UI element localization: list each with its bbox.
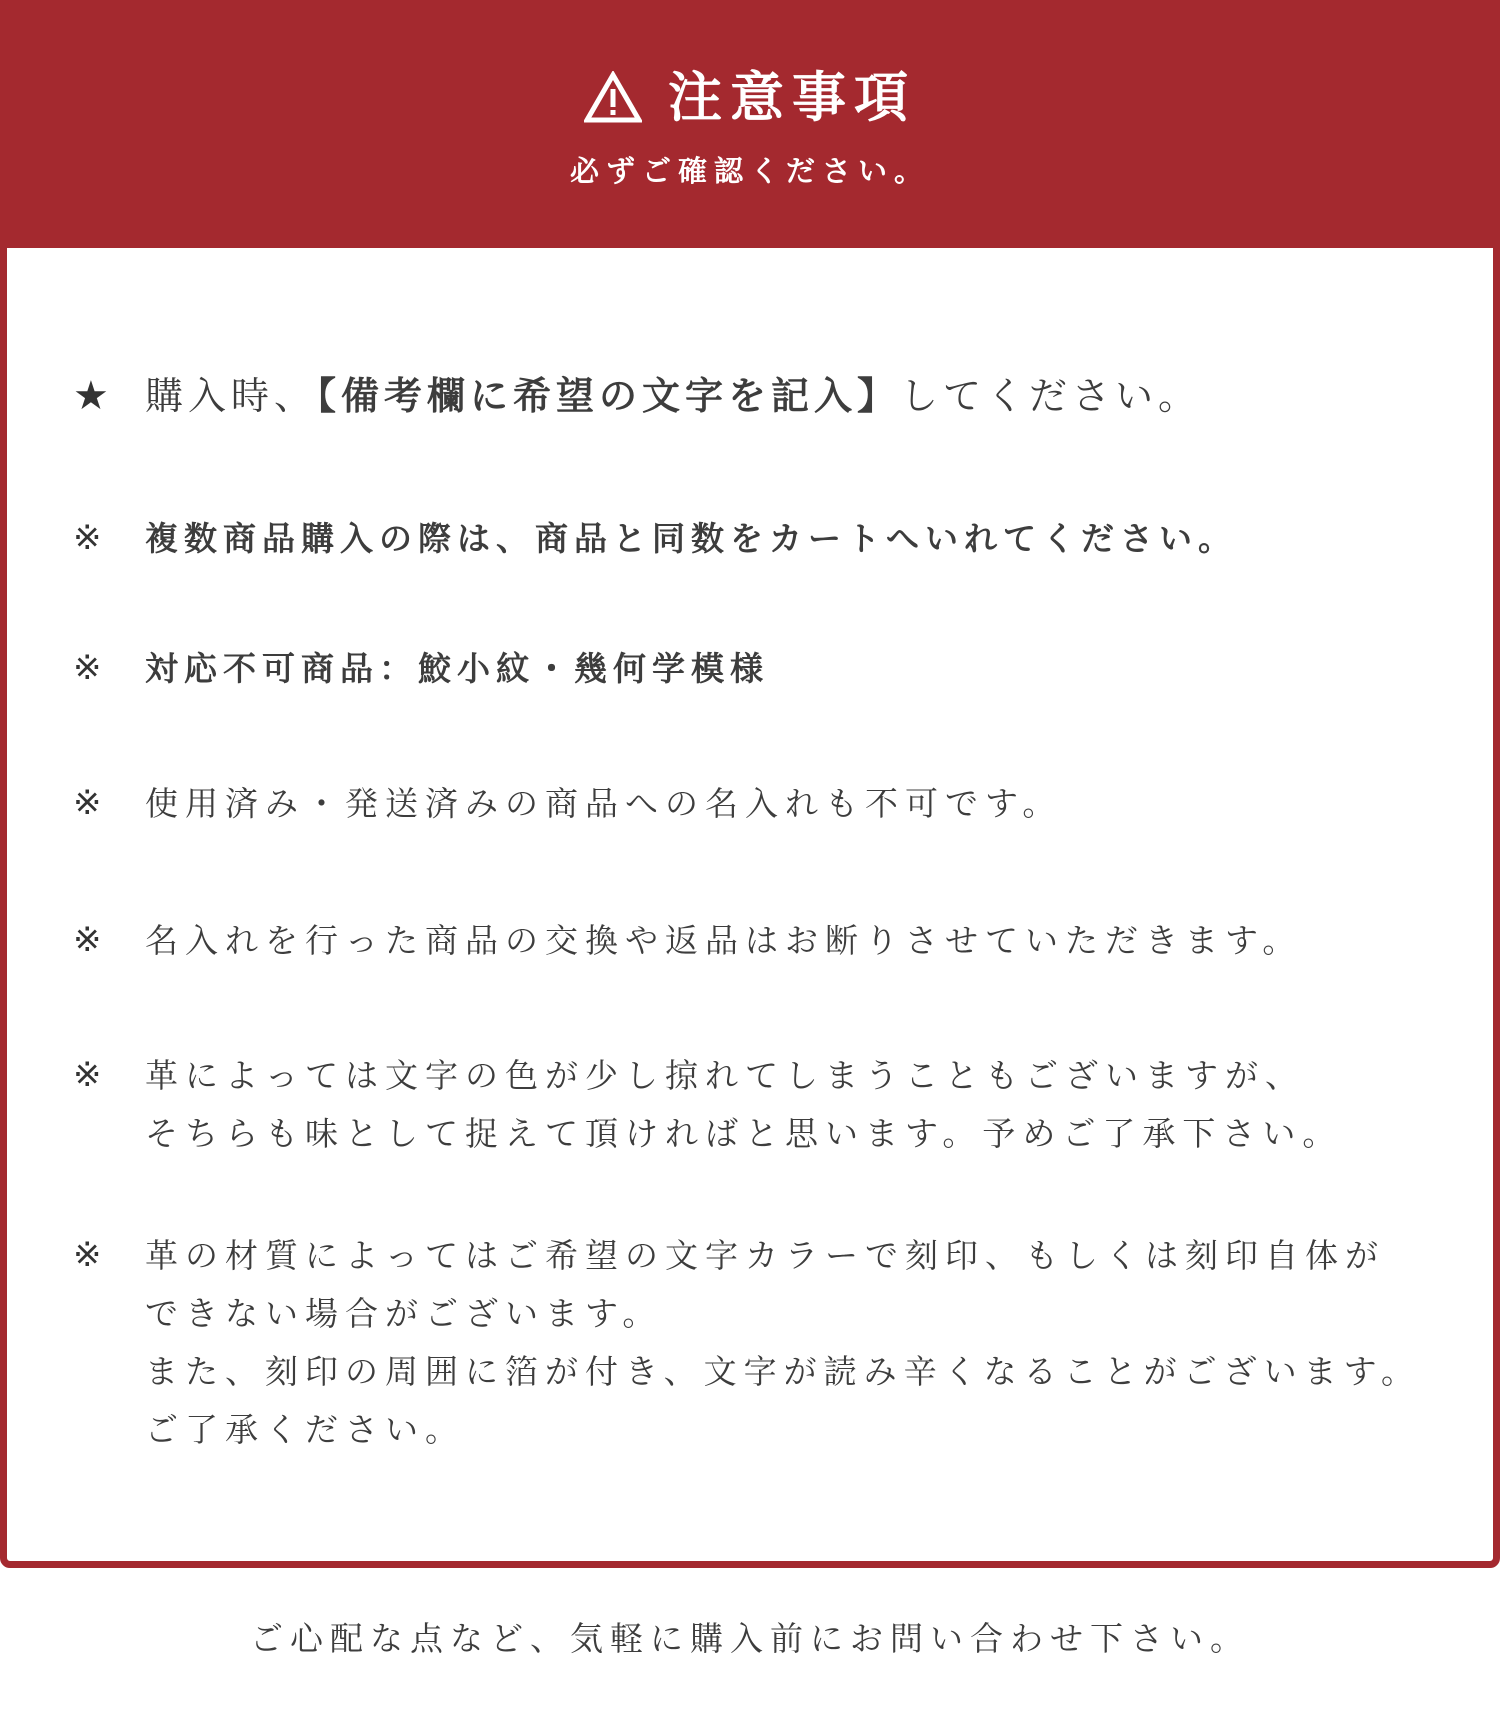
item-line: 使用済み・発送済みの商品への名入れも不可です。 [145, 784, 1063, 823]
item-line: ご了承ください。 [145, 1410, 465, 1449]
notice-item-purchase-memo [73, 367, 1473, 425]
page-title: 注意事項 [668, 65, 916, 129]
notice-item-multiple-products [73, 510, 1473, 568]
item-line [145, 367, 1473, 425]
footer-note: ご心配な点など、気軽に購入前にお問い合わせ下さい。 [250, 1619, 1250, 1658]
item-line: また、刻印の周囲に箔が付き、文字が読み辛くなることがございます。 [145, 1352, 1422, 1391]
item-lines [145, 912, 1473, 970]
item-text-post: してください。 [900, 374, 1202, 418]
notice-item-leather-fading [73, 1047, 1473, 1163]
reference-mark: ※ [73, 1055, 102, 1095]
item-lines [145, 775, 1473, 833]
item-lines [145, 640, 1473, 698]
warning-icon [584, 71, 642, 123]
notice-item-no-returns [73, 912, 1473, 970]
reference-mark: ※ [73, 783, 102, 823]
item-line: 革によっては文字の色が少し掠れてしまうこともございますが、 [145, 1056, 1305, 1095]
item-line: 対応不可商品：鮫小紋・幾何学模様 [145, 649, 769, 688]
reference-mark: ※ [73, 920, 102, 960]
item-line: そちらも味として捉えて頂ければと思います。予めご了承下さい。 [145, 1114, 1343, 1153]
item-line: 革の材質によってはご希望の文字カラーで刻印、もしくは刻印自体が [145, 1236, 1385, 1275]
item-lines [145, 1047, 1473, 1163]
item-line: 名入れを行った商品の交換や返品はお断りさせていただきます。 [145, 921, 1303, 960]
item-lines [145, 510, 1473, 568]
item-lines [145, 367, 1473, 425]
header-title-row [7, 65, 1493, 129]
item-text-pre: 購入時、 [145, 374, 318, 418]
page-subtitle: 必ずご確認ください。 [569, 154, 930, 188]
star-icon: ★ [73, 373, 109, 419]
notice-item-used-products [73, 775, 1473, 833]
notice-item-unsupported-products [73, 640, 1473, 698]
reference-mark: ※ [73, 1235, 102, 1275]
item-lines [145, 1227, 1473, 1459]
notice-header [7, 7, 1493, 248]
reference-mark: ※ [73, 648, 102, 688]
reference-mark: ※ [73, 518, 102, 558]
item-line: 複数商品購入の際は、商品と同数をカートへいれてください。 [145, 519, 1237, 558]
item-line: できない場合がございます。 [145, 1294, 663, 1333]
notice-item-engraving-limitations [73, 1227, 1473, 1459]
item-text-strong: 【備考欄に希望の文字を記入】 [317, 373, 901, 418]
